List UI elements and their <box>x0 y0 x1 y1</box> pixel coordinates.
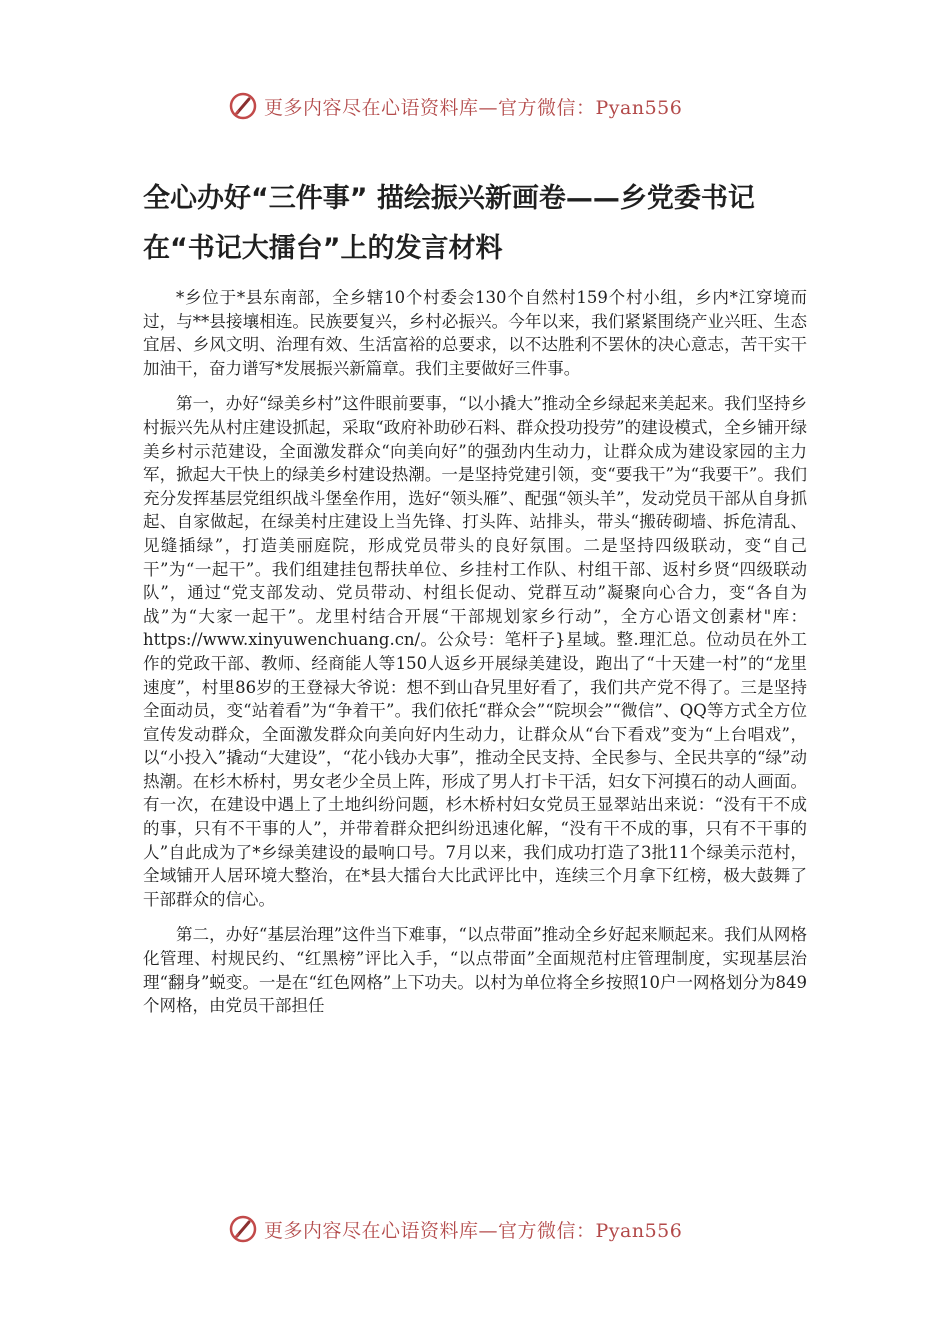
paragraph: 第二，办好“基层治理”这件当下难事，“以点带面”推动全乡好起来顺起来。我们从网格化管理、村规民约、“红黑榜”评比入手，“以点带面”全面规范村庄管理制度，实现基层治理“翻身”蜕变。一是在“红色网格”上下功夫。以村为单位将全乡按照10户一网格划分为849个网格，由党员干部担任 <box>143 925 807 1016</box>
pen-logo-icon <box>228 91 258 121</box>
document-body <box>143 286 807 1030</box>
paragraph: 第一，办好“绿美乡村”这件眼前要事，“以小撬大”推动全乡绿起来美起来。我们坚持乡村振兴先从村庄建设抓起，采取“政府补助砂石料、群众投功投劳”的建设模式，全乡铺开绿美乡村示范建设，全面激发群众“向美向好”的强劲内生动力，让群众成为建设家园的主力军，掀起大干快上的绿美乡村建设热潮。一是坚持党建引领，变“要我干”为“我要干”。我们充分发挥基层党组织战斗堡垒作用，选好“领头雁”、配强“领头羊”，发动党员干部从自身抓起、自家做起，在绿美村庄建设上当先锋、打头阵、站排头，带头“搬砖砌墙、拆危清乱、见缝插绿”，打造美丽庭院，形成党员带头的良好氛围。二是坚持四级联动，变“自己干”为“一起干”。我们组建挂包帮扶单位、乡挂村工作队、村组干部、返村乡贤“四级联动队”，通过“党支部发动、党员带动、村组长促动、党群互动”凝聚向心合力，变“各自为战”为“大家一起干”。龙里村结合开展“干部规划家乡行动”，全方心语文创素材"库：https://www.xinyuwenchuang.cn/。公众号：笔杆子}星域。整.理汇总。位动员在外工作的党政干部、教师、经商能人等150人返乡开展绿美建设，跑出了“十天建一村”的“龙里速度”，村里86岁的王登禄大爷说：想不到山旮旯里好看了，我们共产党不得了。三是坚持全面动员，变“站着看”为“争着干”。我们依托“群众会”“院坝会”“微信”、QQ等方式全方位宣传发动群众，全面激发群众向美向好内生动力，让群众从“台下看戏”变为“上台唱戏”，以“小投入”撬动“大建设”，“花小钱办大事”，推动全民支持、全民参与、全民共享的“绿”动热潮。在杉木桥村，男女老少全员上阵，形成了男人打卡干活，妇女下河摸石的动人画面。有一次，在建设中遇上了土地纠纷问题，杉木桥村妇女党员王显翠站出来说：“没有干不成的事，只有不干事的人”，并带着群众把纠纷迅速化解，“没有干不成的事，只有不干事的人”自此成为了*乡绿美建设的最响口号。7月以来，我们成功打造了3批11个绿美示范村，全域铺开人居环境大整治，在*县大擂台大比武评比中，连续三个月拿下红榜，极大鼓舞了干部群众的信心。 <box>143 394 807 909</box>
footer-banner <box>228 1209 728 1249</box>
header-banner-text: 更多内容尽在心语资料库—官方微信：Pyan556 <box>264 96 683 119</box>
document-title: 全心办好“三件事” 描绘振兴新画卷——乡党委书记在“书记大擂台”上的发言材料 <box>143 183 755 264</box>
header-banner <box>228 86 728 126</box>
paragraph: *乡位于*县东南部，全乡辖10个村委会130个自然村159个村小组，乡内*江穿境而过，与**县接壤相连。民族要复兴，乡村必振兴。今年以来，我们紧紧围绕产业兴旺、生态宜居、乡风文明、治理有效、生活富裕的总要求，以不达胜利不罢休的决心意志，苦干实干加油干，奋力谱写*发展振兴新篇章。我们主要做好三件事。 <box>143 288 807 378</box>
pen-logo-icon <box>228 1214 258 1244</box>
footer-banner-text: 更多内容尽在心语资料库—官方微信：Pyan556 <box>264 1219 683 1242</box>
